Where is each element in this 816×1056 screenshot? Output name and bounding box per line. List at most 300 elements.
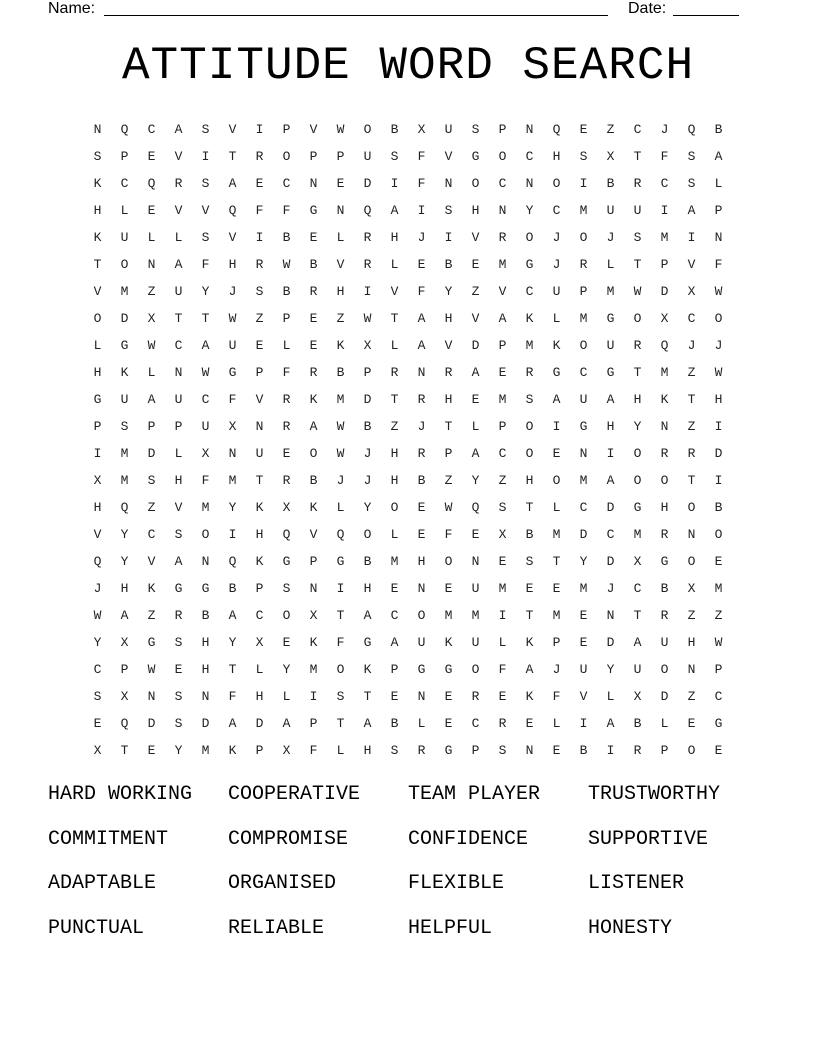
- grid-letter[interactable]: S: [498, 743, 507, 758]
- grid-letter[interactable]: V: [498, 284, 507, 299]
- grid-letter[interactable]: P: [93, 419, 102, 434]
- grid-letter[interactable]: E: [579, 608, 588, 623]
- grid-letter[interactable]: P: [363, 365, 372, 380]
- grid-letter[interactable]: W: [228, 311, 237, 326]
- grid-letter[interactable]: Y: [282, 662, 291, 677]
- grid-letter[interactable]: A: [417, 311, 426, 326]
- grid-letter[interactable]: R: [363, 257, 372, 272]
- grid-letter[interactable]: O: [552, 473, 561, 488]
- grid-letter[interactable]: A: [390, 203, 399, 218]
- grid-letter[interactable]: P: [714, 203, 723, 218]
- grid-letter[interactable]: C: [525, 284, 534, 299]
- grid-letter[interactable]: X: [417, 122, 426, 137]
- grid-letter[interactable]: H: [633, 392, 642, 407]
- grid-letter[interactable]: K: [147, 581, 156, 596]
- grid-letter[interactable]: A: [309, 419, 318, 434]
- grid-letter[interactable]: L: [471, 419, 480, 434]
- grid-letter[interactable]: Z: [336, 311, 345, 326]
- grid-letter[interactable]: J: [660, 122, 669, 137]
- grid-letter[interactable]: G: [552, 365, 561, 380]
- grid-letter[interactable]: J: [606, 581, 615, 596]
- grid-letter[interactable]: Z: [687, 365, 696, 380]
- grid-letter[interactable]: O: [633, 473, 642, 488]
- grid-letter[interactable]: R: [282, 392, 291, 407]
- grid-letter[interactable]: K: [336, 338, 345, 353]
- grid-letter[interactable]: W: [201, 365, 210, 380]
- grid-letter[interactable]: M: [120, 473, 129, 488]
- grid-letter[interactable]: O: [660, 473, 669, 488]
- grid-letter[interactable]: L: [147, 230, 156, 245]
- grid-letter[interactable]: A: [687, 203, 696, 218]
- grid-letter[interactable]: T: [255, 473, 264, 488]
- grid-letter[interactable]: N: [174, 365, 183, 380]
- grid-letter[interactable]: G: [93, 392, 102, 407]
- grid-letter[interactable]: F: [552, 689, 561, 704]
- grid-letter[interactable]: M: [660, 365, 669, 380]
- grid-letter[interactable]: E: [471, 392, 480, 407]
- grid-letter[interactable]: E: [498, 554, 507, 569]
- grid-letter[interactable]: R: [282, 473, 291, 488]
- grid-letter[interactable]: M: [120, 284, 129, 299]
- grid-letter[interactable]: E: [444, 716, 453, 731]
- grid-letter[interactable]: W: [147, 662, 156, 677]
- grid-letter[interactable]: J: [606, 230, 615, 245]
- grid-letter[interactable]: A: [147, 392, 156, 407]
- grid-letter[interactable]: P: [498, 122, 507, 137]
- grid-letter[interactable]: G: [471, 149, 480, 164]
- grid-letter[interactable]: U: [201, 419, 210, 434]
- grid-letter[interactable]: W: [336, 122, 345, 137]
- grid-letter[interactable]: I: [228, 527, 237, 542]
- grid-letter[interactable]: P: [498, 338, 507, 353]
- grid-letter[interactable]: E: [336, 176, 345, 191]
- grid-letter[interactable]: V: [471, 230, 480, 245]
- grid-letter[interactable]: Y: [363, 500, 372, 515]
- grid-letter[interactable]: O: [714, 311, 723, 326]
- grid-letter[interactable]: N: [147, 257, 156, 272]
- grid-letter[interactable]: H: [687, 635, 696, 650]
- grid-letter[interactable]: H: [255, 689, 264, 704]
- grid-letter[interactable]: S: [687, 176, 696, 191]
- grid-letter[interactable]: U: [471, 581, 480, 596]
- grid-letter[interactable]: S: [498, 500, 507, 515]
- grid-letter[interactable]: R: [660, 527, 669, 542]
- grid-letter[interactable]: R: [390, 365, 399, 380]
- grid-letter[interactable]: I: [336, 581, 345, 596]
- grid-letter[interactable]: H: [471, 203, 480, 218]
- grid-letter[interactable]: U: [120, 230, 129, 245]
- grid-letter[interactable]: P: [660, 257, 669, 272]
- grid-letter[interactable]: S: [174, 635, 183, 650]
- grid-letter[interactable]: D: [660, 689, 669, 704]
- grid-letter[interactable]: S: [282, 581, 291, 596]
- grid-letter[interactable]: E: [282, 635, 291, 650]
- grid-letter[interactable]: U: [417, 635, 426, 650]
- grid-letter[interactable]: E: [444, 689, 453, 704]
- grid-letter[interactable]: J: [336, 473, 345, 488]
- grid-letter[interactable]: I: [660, 203, 669, 218]
- grid-letter[interactable]: D: [363, 176, 372, 191]
- grid-letter[interactable]: R: [633, 338, 642, 353]
- grid-letter[interactable]: U: [606, 338, 615, 353]
- grid-letter[interactable]: M: [579, 581, 588, 596]
- grid-letter[interactable]: Z: [687, 419, 696, 434]
- grid-letter[interactable]: Z: [498, 473, 507, 488]
- grid-letter[interactable]: T: [633, 149, 642, 164]
- grid-letter[interactable]: V: [471, 311, 480, 326]
- grid-letter[interactable]: Y: [120, 554, 129, 569]
- grid-letter[interactable]: I: [417, 203, 426, 218]
- grid-letter[interactable]: Q: [282, 527, 291, 542]
- grid-letter[interactable]: L: [336, 500, 345, 515]
- grid-letter[interactable]: M: [714, 581, 723, 596]
- grid-letter[interactable]: X: [255, 635, 264, 650]
- grid-letter[interactable]: V: [174, 149, 183, 164]
- grid-letter[interactable]: I: [579, 716, 588, 731]
- grid-letter[interactable]: I: [606, 743, 615, 758]
- grid-letter[interactable]: R: [174, 176, 183, 191]
- grid-letter[interactable]: X: [363, 338, 372, 353]
- grid-letter[interactable]: X: [687, 581, 696, 596]
- grid-letter[interactable]: N: [579, 446, 588, 461]
- grid-letter[interactable]: W: [336, 419, 345, 434]
- grid-letter[interactable]: K: [255, 554, 264, 569]
- grid-letter[interactable]: N: [525, 176, 534, 191]
- grid-letter[interactable]: H: [93, 500, 102, 515]
- grid-letter[interactable]: O: [471, 176, 480, 191]
- grid-letter[interactable]: E: [309, 311, 318, 326]
- grid-letter[interactable]: O: [687, 554, 696, 569]
- grid-letter[interactable]: N: [309, 176, 318, 191]
- grid-letter[interactable]: V: [336, 257, 345, 272]
- grid-letter[interactable]: M: [606, 284, 615, 299]
- grid-letter[interactable]: S: [174, 689, 183, 704]
- grid-letter[interactable]: I: [552, 419, 561, 434]
- grid-letter[interactable]: Z: [606, 122, 615, 137]
- grid-letter[interactable]: S: [201, 176, 210, 191]
- grid-letter[interactable]: E: [417, 500, 426, 515]
- grid-letter[interactable]: S: [93, 149, 102, 164]
- grid-letter[interactable]: W: [633, 284, 642, 299]
- grid-letter[interactable]: C: [525, 149, 534, 164]
- grid-letter[interactable]: K: [93, 176, 102, 191]
- grid-letter[interactable]: T: [174, 311, 183, 326]
- grid-letter[interactable]: C: [147, 527, 156, 542]
- grid-letter[interactable]: O: [579, 338, 588, 353]
- grid-letter[interactable]: X: [282, 743, 291, 758]
- grid-letter[interactable]: Q: [120, 500, 129, 515]
- grid-letter[interactable]: E: [93, 716, 102, 731]
- grid-letter[interactable]: L: [336, 743, 345, 758]
- grid-letter[interactable]: H: [417, 554, 426, 569]
- grid-letter[interactable]: S: [687, 149, 696, 164]
- grid-letter[interactable]: G: [228, 365, 237, 380]
- grid-letter[interactable]: H: [363, 743, 372, 758]
- grid-letter[interactable]: N: [93, 122, 102, 137]
- grid-letter[interactable]: A: [201, 338, 210, 353]
- grid-letter[interactable]: C: [498, 176, 507, 191]
- grid-letter[interactable]: V: [390, 284, 399, 299]
- grid-letter[interactable]: M: [552, 608, 561, 623]
- grid-letter[interactable]: M: [498, 392, 507, 407]
- grid-letter[interactable]: W: [714, 365, 723, 380]
- grid-letter[interactable]: O: [471, 662, 480, 677]
- grid-letter[interactable]: F: [309, 743, 318, 758]
- grid-letter[interactable]: K: [93, 230, 102, 245]
- grid-letter[interactable]: Z: [147, 284, 156, 299]
- grid-letter[interactable]: L: [174, 446, 183, 461]
- grid-letter[interactable]: L: [147, 365, 156, 380]
- grid-letter[interactable]: J: [417, 230, 426, 245]
- grid-letter[interactable]: W: [147, 338, 156, 353]
- grid-letter[interactable]: U: [174, 284, 183, 299]
- grid-letter[interactable]: L: [498, 635, 507, 650]
- grid-letter[interactable]: K: [228, 743, 237, 758]
- grid-letter[interactable]: K: [525, 689, 534, 704]
- grid-letter[interactable]: F: [417, 176, 426, 191]
- grid-letter[interactable]: M: [309, 662, 318, 677]
- grid-letter[interactable]: X: [228, 419, 237, 434]
- grid-letter[interactable]: H: [660, 500, 669, 515]
- grid-letter[interactable]: H: [390, 230, 399, 245]
- grid-letter[interactable]: N: [714, 230, 723, 245]
- grid-letter[interactable]: E: [147, 203, 156, 218]
- grid-letter[interactable]: A: [174, 554, 183, 569]
- grid-letter[interactable]: E: [525, 716, 534, 731]
- grid-letter[interactable]: P: [120, 149, 129, 164]
- grid-letter[interactable]: M: [444, 608, 453, 623]
- grid-letter[interactable]: O: [552, 176, 561, 191]
- grid-letter[interactable]: B: [390, 122, 399, 137]
- grid-letter[interactable]: Q: [471, 500, 480, 515]
- grid-letter[interactable]: F: [714, 257, 723, 272]
- grid-letter[interactable]: G: [120, 338, 129, 353]
- grid-letter[interactable]: G: [363, 635, 372, 650]
- date-field-line[interactable]: [673, 15, 739, 16]
- grid-letter[interactable]: E: [174, 662, 183, 677]
- grid-letter[interactable]: Y: [228, 500, 237, 515]
- grid-letter[interactable]: K: [309, 392, 318, 407]
- grid-letter[interactable]: T: [93, 257, 102, 272]
- grid-letter[interactable]: P: [444, 446, 453, 461]
- grid-letter[interactable]: R: [255, 257, 264, 272]
- grid-letter[interactable]: V: [309, 527, 318, 542]
- grid-letter[interactable]: L: [552, 500, 561, 515]
- grid-letter[interactable]: B: [444, 257, 453, 272]
- grid-letter[interactable]: S: [201, 122, 210, 137]
- grid-letter[interactable]: E: [417, 527, 426, 542]
- grid-letter[interactable]: J: [714, 338, 723, 353]
- grid-letter[interactable]: W: [363, 311, 372, 326]
- grid-letter[interactable]: B: [363, 554, 372, 569]
- grid-letter[interactable]: E: [714, 743, 723, 758]
- grid-letter[interactable]: F: [417, 149, 426, 164]
- grid-letter[interactable]: N: [606, 608, 615, 623]
- grid-letter[interactable]: N: [471, 554, 480, 569]
- grid-letter[interactable]: G: [201, 581, 210, 596]
- grid-letter[interactable]: F: [417, 284, 426, 299]
- grid-letter[interactable]: C: [552, 203, 561, 218]
- grid-letter[interactable]: T: [390, 311, 399, 326]
- grid-letter[interactable]: S: [201, 230, 210, 245]
- grid-letter[interactable]: H: [714, 392, 723, 407]
- grid-letter[interactable]: H: [120, 581, 129, 596]
- grid-letter[interactable]: M: [201, 500, 210, 515]
- grid-letter[interactable]: R: [633, 743, 642, 758]
- grid-letter[interactable]: H: [93, 203, 102, 218]
- grid-letter[interactable]: I: [93, 446, 102, 461]
- grid-letter[interactable]: I: [714, 473, 723, 488]
- grid-letter[interactable]: G: [444, 743, 453, 758]
- grid-letter[interactable]: D: [606, 635, 615, 650]
- grid-letter[interactable]: O: [309, 446, 318, 461]
- grid-letter[interactable]: C: [174, 338, 183, 353]
- grid-letter[interactable]: O: [633, 446, 642, 461]
- grid-letter[interactable]: L: [417, 716, 426, 731]
- grid-letter[interactable]: V: [93, 527, 102, 542]
- grid-letter[interactable]: C: [633, 122, 642, 137]
- grid-letter[interactable]: G: [660, 554, 669, 569]
- grid-letter[interactable]: P: [255, 743, 264, 758]
- grid-letter[interactable]: Q: [552, 122, 561, 137]
- grid-letter[interactable]: Q: [228, 203, 237, 218]
- grid-letter[interactable]: M: [336, 392, 345, 407]
- grid-letter[interactable]: Z: [687, 608, 696, 623]
- grid-letter[interactable]: U: [606, 203, 615, 218]
- grid-letter[interactable]: U: [633, 662, 642, 677]
- grid-letter[interactable]: H: [201, 635, 210, 650]
- grid-letter[interactable]: Q: [687, 122, 696, 137]
- grid-letter[interactable]: H: [201, 662, 210, 677]
- grid-letter[interactable]: I: [363, 284, 372, 299]
- grid-letter[interactable]: Z: [255, 311, 264, 326]
- grid-letter[interactable]: M: [579, 473, 588, 488]
- grid-letter[interactable]: O: [660, 662, 669, 677]
- grid-letter[interactable]: I: [606, 446, 615, 461]
- grid-letter[interactable]: P: [579, 284, 588, 299]
- grid-letter[interactable]: P: [660, 743, 669, 758]
- grid-letter[interactable]: O: [363, 527, 372, 542]
- grid-letter[interactable]: E: [255, 338, 264, 353]
- grid-letter[interactable]: M: [579, 203, 588, 218]
- grid-letter[interactable]: E: [714, 554, 723, 569]
- grid-letter[interactable]: T: [525, 608, 534, 623]
- grid-letter[interactable]: K: [660, 392, 669, 407]
- grid-letter[interactable]: J: [687, 338, 696, 353]
- grid-letter[interactable]: C: [606, 527, 615, 542]
- grid-letter[interactable]: E: [147, 149, 156, 164]
- grid-letter[interactable]: S: [174, 716, 183, 731]
- grid-letter[interactable]: A: [228, 176, 237, 191]
- grid-letter[interactable]: L: [552, 716, 561, 731]
- grid-letter[interactable]: S: [255, 284, 264, 299]
- grid-letter[interactable]: Y: [93, 635, 102, 650]
- grid-letter[interactable]: M: [498, 257, 507, 272]
- grid-letter[interactable]: Q: [336, 527, 345, 542]
- grid-letter[interactable]: E: [498, 689, 507, 704]
- grid-letter[interactable]: G: [309, 203, 318, 218]
- grid-letter[interactable]: L: [390, 527, 399, 542]
- grid-letter[interactable]: Z: [471, 284, 480, 299]
- grid-letter[interactable]: E: [552, 581, 561, 596]
- grid-letter[interactable]: A: [552, 392, 561, 407]
- grid-letter[interactable]: J: [552, 230, 561, 245]
- grid-letter[interactable]: N: [687, 527, 696, 542]
- grid-letter[interactable]: L: [255, 662, 264, 677]
- grid-letter[interactable]: H: [552, 149, 561, 164]
- grid-letter[interactable]: M: [552, 527, 561, 542]
- grid-letter[interactable]: R: [417, 446, 426, 461]
- grid-letter[interactable]: C: [471, 716, 480, 731]
- grid-letter[interactable]: Z: [390, 419, 399, 434]
- grid-letter[interactable]: C: [498, 446, 507, 461]
- grid-letter[interactable]: N: [228, 446, 237, 461]
- grid-letter[interactable]: N: [525, 743, 534, 758]
- grid-letter[interactable]: R: [417, 392, 426, 407]
- grid-letter[interactable]: T: [201, 311, 210, 326]
- grid-letter[interactable]: P: [309, 716, 318, 731]
- grid-letter[interactable]: E: [282, 446, 291, 461]
- grid-letter[interactable]: X: [660, 311, 669, 326]
- grid-letter[interactable]: C: [282, 176, 291, 191]
- grid-letter[interactable]: G: [282, 554, 291, 569]
- grid-letter[interactable]: A: [363, 716, 372, 731]
- grid-letter[interactable]: L: [120, 203, 129, 218]
- grid-letter[interactable]: D: [201, 716, 210, 731]
- grid-letter[interactable]: A: [606, 392, 615, 407]
- grid-letter[interactable]: I: [579, 176, 588, 191]
- grid-letter[interactable]: A: [228, 716, 237, 731]
- grid-letter[interactable]: C: [579, 500, 588, 515]
- grid-letter[interactable]: Q: [660, 338, 669, 353]
- grid-letter[interactable]: V: [174, 500, 183, 515]
- grid-letter[interactable]: S: [93, 689, 102, 704]
- grid-letter[interactable]: E: [390, 581, 399, 596]
- grid-letter[interactable]: I: [687, 230, 696, 245]
- grid-letter[interactable]: B: [228, 581, 237, 596]
- grid-letter[interactable]: F: [228, 392, 237, 407]
- grid-letter[interactable]: R: [498, 230, 507, 245]
- grid-letter[interactable]: R: [687, 446, 696, 461]
- grid-letter[interactable]: S: [336, 689, 345, 704]
- grid-letter[interactable]: R: [498, 716, 507, 731]
- grid-letter[interactable]: E: [417, 257, 426, 272]
- grid-letter[interactable]: U: [633, 203, 642, 218]
- grid-letter[interactable]: T: [363, 689, 372, 704]
- grid-letter[interactable]: L: [174, 230, 183, 245]
- grid-letter[interactable]: F: [228, 689, 237, 704]
- grid-letter[interactable]: U: [471, 635, 480, 650]
- grid-letter[interactable]: B: [309, 257, 318, 272]
- grid-letter[interactable]: F: [255, 203, 264, 218]
- grid-letter[interactable]: C: [579, 365, 588, 380]
- grid-letter[interactable]: D: [147, 446, 156, 461]
- grid-letter[interactable]: T: [228, 149, 237, 164]
- grid-letter[interactable]: C: [201, 392, 210, 407]
- grid-letter[interactable]: O: [498, 149, 507, 164]
- grid-letter[interactable]: L: [282, 689, 291, 704]
- grid-letter[interactable]: D: [714, 446, 723, 461]
- grid-letter[interactable]: T: [525, 500, 534, 515]
- grid-letter[interactable]: J: [93, 581, 102, 596]
- grid-letter[interactable]: N: [525, 122, 534, 137]
- grid-letter[interactable]: W: [336, 446, 345, 461]
- grid-letter[interactable]: I: [498, 608, 507, 623]
- grid-letter[interactable]: U: [174, 392, 183, 407]
- grid-letter[interactable]: B: [282, 230, 291, 245]
- grid-letter[interactable]: J: [417, 419, 426, 434]
- grid-letter[interactable]: T: [336, 608, 345, 623]
